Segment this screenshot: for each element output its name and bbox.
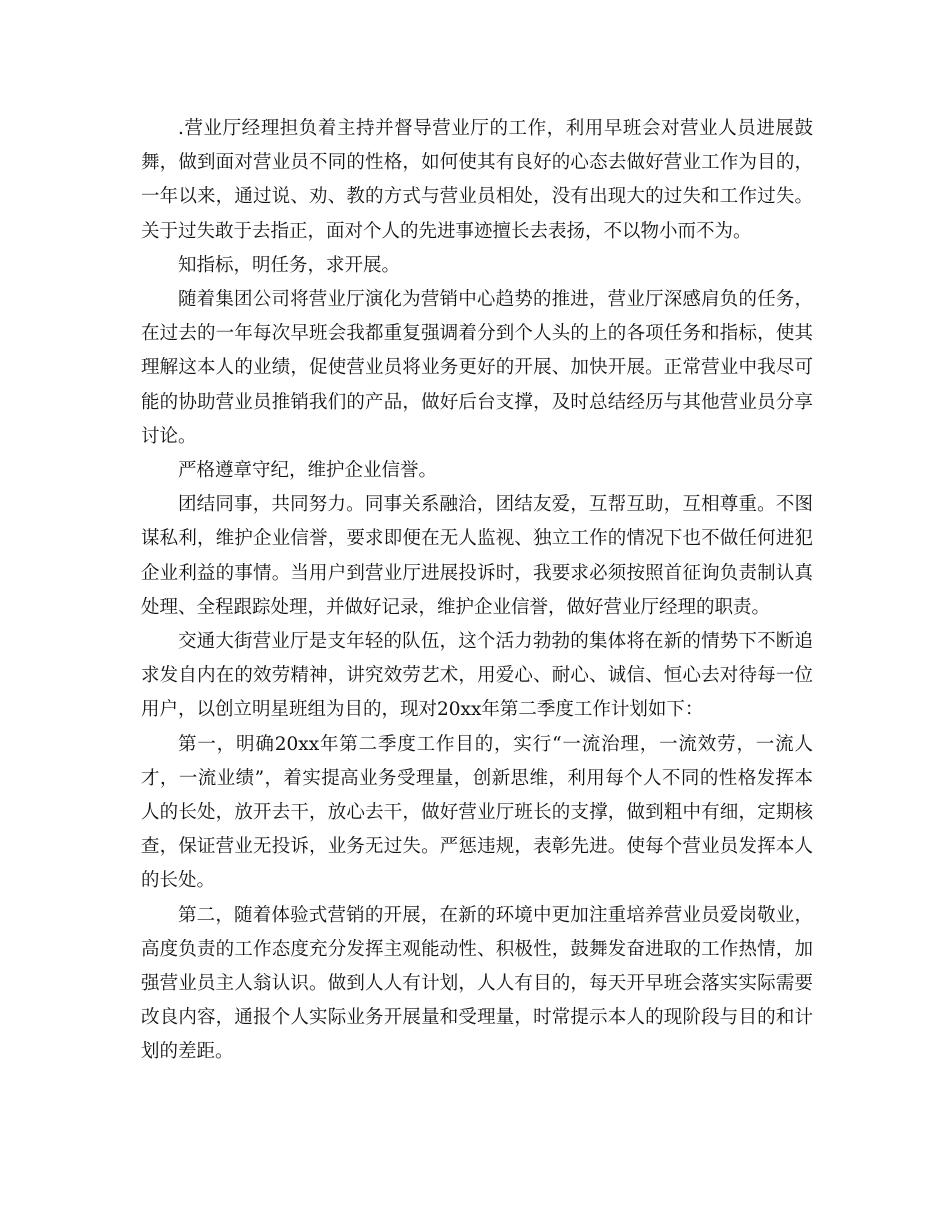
paragraph-team-intro: 交通大街营业厅是支年轻的队伍，这个活力勃勃的集体将在新的情势下不断追求发自内在的效劳精神，讲究效劳艺术，用爱心、耐心、诚信、恒心去对待每一位用户，以创立明星班组为目的，现对20xx年第二季度工作计划如下：: [141, 631, 813, 721]
paragraph-plan-second: 第二，随着体验式营销的开展，在新的环境中更加注重培养营业员爱岗敬业，高度负责的工作态度充分发挥主观能动性、积极性，鼓舞发奋进取的工作热情，加强营业员主人翁认识。做到人人有计划，人人有目的，每天开早班会落实实际需要改良内容，通报个人实际业务开展量和受理量，时常提示本人的现阶段与目的和计划的差距。: [141, 904, 813, 1063]
paragraph-group-trend: 随着集团公司将营业厅演化为营销中心趋势的推进，营业厅深感肩负的任务，在过去的一年每次早班会我都重复强调着分到个人头的上的各项任务和指标，使其理解这本人的业绩，促使营业员将业务更好的开展、加快开展。正常营业中我尽可能的协助营业员推销我们的产品，做好后台支撑，及时总结经历与其他营业员分享讨论。: [141, 289, 813, 447]
paragraph-teamwork: 团结同事，共同努力。同事关系融洽，团结友爱，互帮互助，互相尊重。不图谋私利，维护企业信誉，要求即便在无人监视、独立工作的情况下也不做任何进犯企业利益的事情。当用户到营业厅进展投诉时，我要求必须按照首征询负责制认真处理、全程跟踪处理，并做好记录，维护企业信誉，做好营业厅经理的职责。: [141, 494, 813, 618]
paragraph-plan-first: 第一，明确20xx年第二季度工作目的，实行“一流治理，一流效劳，一流人才，一流业绩”，着实提高业务受理量，创新思维，利用每个人不同的性格发挥本人的长处，放开去干，放心去干，做好营业厅班长的支撑，做到粗中有细，定期核查，保证营业无投诉，业务无过失。严惩违规，表彰先进。使每个营业员发挥本人的长处。: [141, 733, 813, 892]
paragraph-heading-targets: 知指标，明任务，求开展。: [178, 254, 401, 276]
document-body: [141, 112, 813, 1070]
paragraph-heading-discipline: 严格遵章守纪，维护企业信誉。: [178, 460, 438, 482]
paragraph-manager-duties: .营业厅经理担负着主持并督导营业厅的工作，利用早班会对营业人员进展鼓舞，做到面对营业员不同的性格，如何使其有良好的心态去做好营业工作为目的，一年以来，通过说、劝、教的方式与营业员相处，没有出现大的过失和工作过失。关于过失敢于去指正，面对个人的先进事迹擅长去表扬，不以物小而不为。: [141, 118, 813, 242]
